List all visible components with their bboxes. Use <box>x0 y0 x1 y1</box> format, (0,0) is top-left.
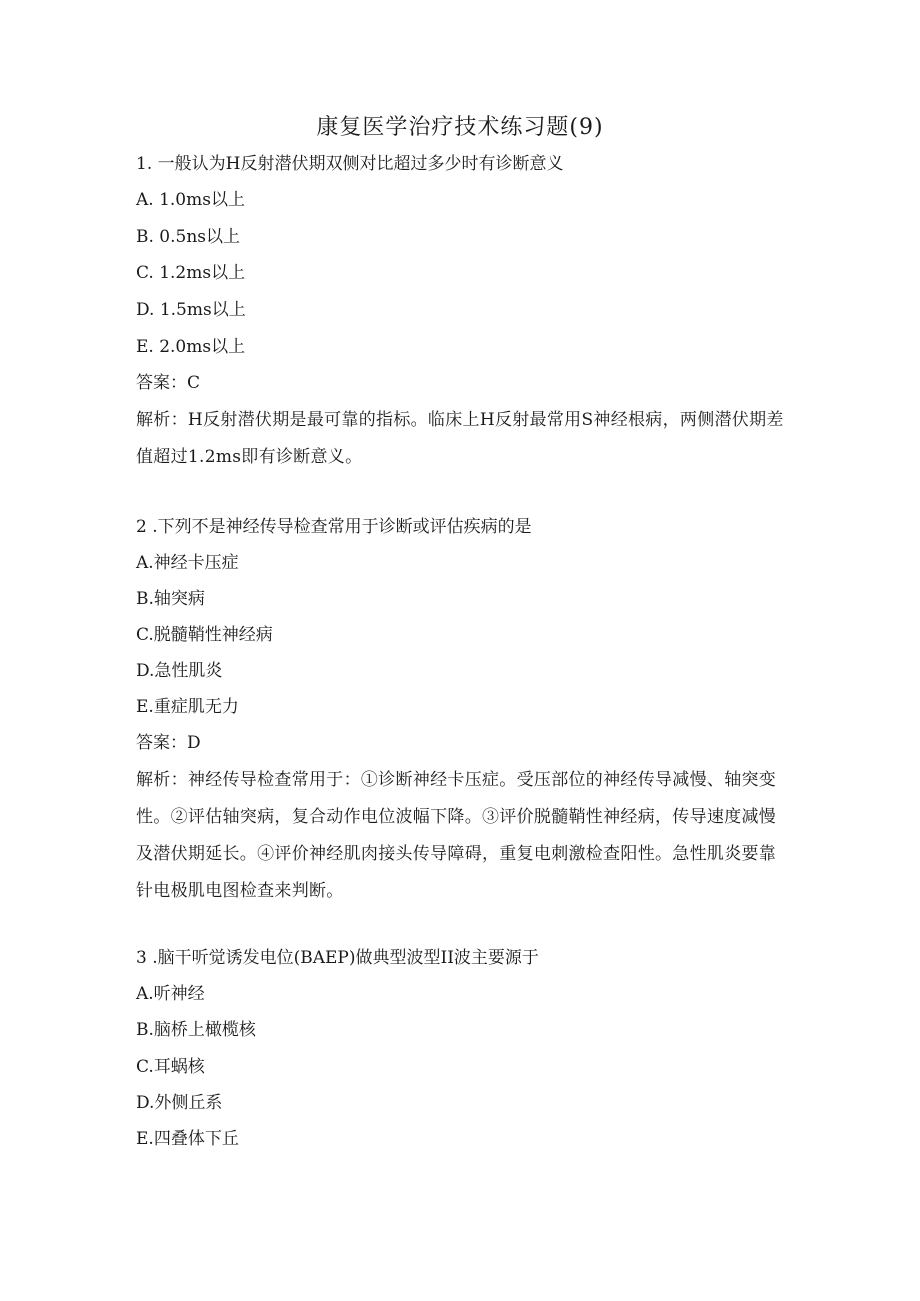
question-3-stem: 3 .脑干听觉诱发电位(BAEP)做典型波型II波主要源于 <box>136 948 539 968</box>
question-3-option-c: C.耳蜗核 <box>136 1057 205 1077</box>
question-1-option-d: D. 1.5ms以上 <box>136 300 246 320</box>
question-2-option-d: D.急性肌炎 <box>136 661 223 681</box>
question-2-option-e: E.重症肌无力 <box>136 697 239 717</box>
question-1-analysis: 解析：H反射潜伏期是最可靠的指标。临床上H反射最常用S神经根病，两侧潜伏期差值超过1.2ms即有诊断意义。 <box>136 410 784 467</box>
question-1-option-a: A. 1.0ms以上 <box>136 190 245 210</box>
question-2-option-b: B.轴突病 <box>136 589 205 609</box>
question-1-answer: 答案：C <box>136 373 201 393</box>
question-3-option-a: A.听神经 <box>136 984 205 1004</box>
question-3-option-b: B.脑桥上橄榄核 <box>136 1020 256 1040</box>
question-2-option-c: C.脱髓鞘性神经病 <box>136 625 273 645</box>
question-2-stem: 2 .下列不是神经传导检查常用于诊断或评估疾病的是 <box>136 517 532 537</box>
question-3-option-d: D.外侧丘系 <box>136 1093 223 1113</box>
question-2-answer: 答案：D <box>136 733 201 753</box>
question-2-analysis: 解析：神经传导检查常用于：①诊断神经卡压症。受压部位的神经传导减慢、轴突变性。②评估轴突病，复合动作电位波幅下降。③评价脱髓鞘性神经病，传导速度减慢及潜伏期延长。④评价神经肌肉接头传导障碍，重复电刺激检查阳性。急性肌炎要靠针电极肌电图检查来判断。 <box>136 770 777 901</box>
question-1-option-e: E. 2.0ms以上 <box>136 337 246 357</box>
question-1-option-c: C. 1.2ms以上 <box>136 263 246 283</box>
page-title: 康复医学治疗技术练习题(9) <box>316 115 604 140</box>
question-1-option-b: B. 0.5ns以上 <box>136 227 241 247</box>
question-3-option-e: E.四叠体下丘 <box>136 1129 239 1149</box>
question-1-stem: 1. 一般认为H反射潜伏期双侧对比超过多少时有诊断意义 <box>136 154 564 174</box>
question-2-option-a: A.神经卡压症 <box>136 553 239 573</box>
